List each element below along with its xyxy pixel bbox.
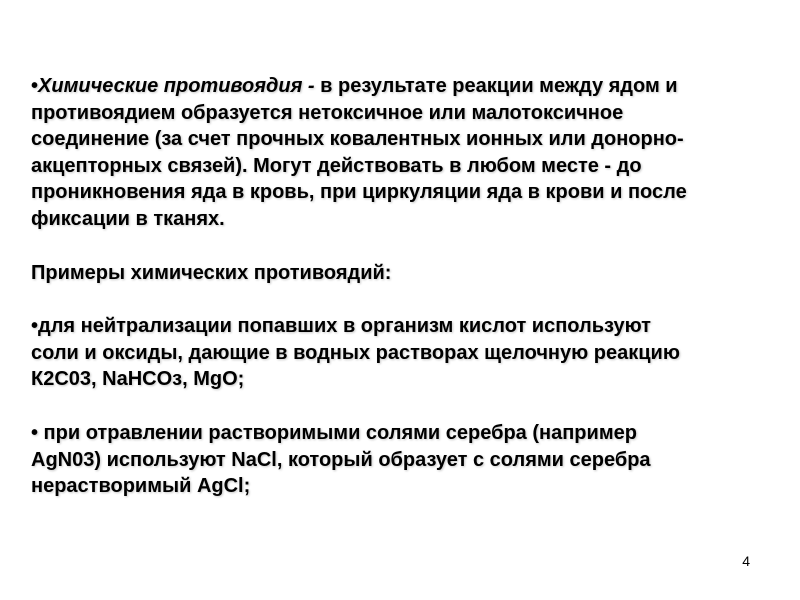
paragraph-acid-neutralization (31, 313, 771, 393)
slide-content (31, 73, 771, 500)
paragraph-line: К2С03, NaHCOз, MgO; (31, 368, 245, 391)
paragraph-line-text: в результате реакции между ядом и (314, 75, 678, 97)
paragraph-line: проникновения яда в кровь, при циркуляции яда в крови и после (31, 181, 687, 204)
paragraph-line: AgN03) используют NaCl, который образует с солями серебра (31, 448, 651, 471)
paragraph-line: противоядием образуется нетоксичное или малотоксичное (31, 101, 624, 124)
spacer (31, 286, 771, 313)
paragraph-line: нерастворимый AgCl; (31, 475, 251, 498)
bullet: • (31, 75, 39, 97)
spacer (31, 233, 771, 260)
paragraph-line: соли и оксиды, дающие в водных растворах щелочную реакцию (31, 341, 680, 364)
paragraph-line: соединение (за счет прочных ковалентных ионных или донорно- (31, 128, 684, 151)
page-number: 4 (742, 553, 750, 569)
spacer (31, 393, 771, 420)
paragraph-line: • при отравлении растворимыми солями серебра (например (31, 421, 637, 444)
term-chemical-antidotes: Химические противоядия - (38, 75, 315, 97)
paragraph-line: акцепторных связей). Могут действовать в любом месте - до (31, 154, 642, 177)
paragraph-line: фиксации в тканях. (31, 207, 225, 230)
paragraph-silver-poisoning (31, 420, 771, 500)
examples-heading: Примеры химических противоядий: (31, 261, 392, 284)
paragraph-line (31, 73, 771, 100)
paragraph-chemical-antidotes (31, 73, 771, 233)
paragraph-line: •для нейтрализации попавших в организм кислот используют (31, 315, 651, 338)
